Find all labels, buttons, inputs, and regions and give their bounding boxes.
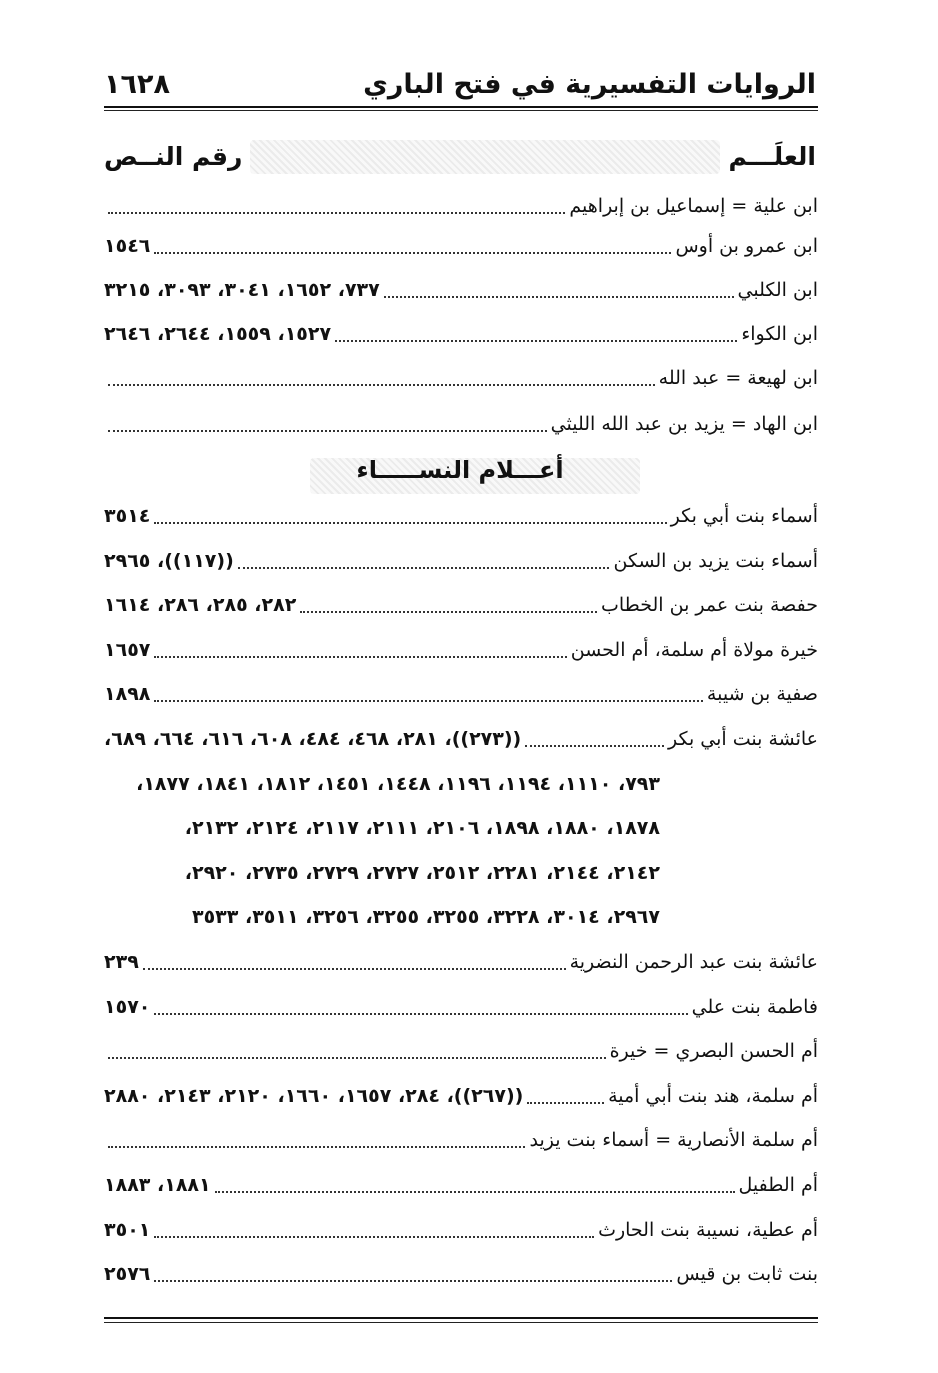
- entry-name: ابن عمرو بن أوس: [675, 235, 818, 257]
- index-entry: [104, 226, 818, 266]
- entry-name: ابن الكلبي: [737, 279, 818, 301]
- index-entry: [104, 541, 818, 581]
- entry-name: ابن الهاد = يزيد بن عبد الله الليثي: [550, 413, 818, 435]
- dot-leader: [154, 678, 703, 702]
- dot-leader: [154, 230, 671, 254]
- index-entry: [104, 674, 818, 714]
- entry-references-continuation: ٢١٤٢، ٢١٤٤، ٢٢٨١، ٢٥١٢، ٢٧٢٧، ٢٧٢٩، ٢٧٣٥، ٢٩٢٠،: [184, 862, 660, 884]
- index-entry: [104, 585, 818, 625]
- dot-leader: [143, 946, 566, 970]
- entry-references-continuation: ١٨٧٨، ١٨٨٠، ١٨٩٨، ٢١٠٦، ٢١١١، ٢١١٧، ٢١٢٤، ٢١٣٢،: [184, 817, 660, 839]
- header-rule-thin: [104, 110, 818, 111]
- dot-leader: [154, 500, 666, 524]
- index-entry: [104, 1165, 818, 1205]
- column-headers: [104, 136, 816, 176]
- entry-references: ١٦٥٧: [104, 639, 151, 661]
- entry-name: حفصة بنت عمر بن الخطاب: [600, 594, 818, 616]
- entry-name: أم عطية، نسيبة بنت الحارث: [598, 1219, 818, 1241]
- dot-leader: [527, 1080, 604, 1104]
- index-entry: [104, 1254, 818, 1294]
- index-entry: [104, 186, 818, 226]
- entry-name: ابن الكواء: [741, 323, 818, 345]
- entry-name: أسماء بنت أبي بكر: [670, 505, 818, 527]
- dot-leader: [108, 1035, 606, 1059]
- entry-name: أم الطفيل: [738, 1174, 818, 1196]
- entry-references: ١٨٩٨: [104, 683, 151, 705]
- entry-name: صفية بن شيبة: [706, 683, 818, 705]
- entry-references: ((٢٧٣))، ٢٨١، ٤٦٨، ٤٨٤، ٦٠٨، ٦١٦، ٦٦٤، ٦٨٩،: [104, 728, 522, 750]
- index-entry: [104, 719, 818, 759]
- refs-column-label: رقم النــص: [104, 141, 243, 171]
- entry-references: ((١١٧))، ٢٩٦٥: [104, 550, 234, 572]
- index-entry: [104, 270, 818, 310]
- dot-leader: [335, 318, 737, 342]
- dot-leader: [525, 723, 664, 747]
- name-column-label: العلَـــم: [728, 141, 816, 171]
- index-entry: [104, 1031, 818, 1071]
- entry-references-continuation: ٧٩٣، ١١١٠، ١١٩٤، ١١٩٦، ١٤٤٨، ١٤٥١، ١٨١٢، ١٨٤١، ١٨٧٧،: [136, 773, 660, 795]
- index-entry: [104, 630, 818, 670]
- entry-references: ٣٥٠١: [104, 1219, 151, 1241]
- dot-leader: [154, 1214, 594, 1238]
- running-title: الروايات التفسيرية في فتح الباري: [363, 68, 816, 100]
- entry-name: أسماء بنت يزيد بن السكن: [613, 550, 818, 572]
- index-entry: [104, 314, 818, 354]
- entry-name: أم الحسن البصري = خيرة: [609, 1040, 818, 1062]
- entry-references: ٢٥٧٦: [104, 1263, 151, 1285]
- dot-leader: [108, 1124, 525, 1148]
- entry-name: بنت ثابت بن قيس: [676, 1263, 818, 1285]
- dot-leader: [215, 1169, 735, 1193]
- dot-leader: [300, 589, 597, 613]
- entry-references: ١٥٢٧، ١٥٥٩، ٢٦٤٤، ٢٦٤٦: [104, 323, 332, 345]
- footer-rule-thin: [104, 1322, 818, 1323]
- dot-leader: [108, 362, 655, 386]
- dot-leader: [154, 1258, 672, 1282]
- index-entry: [104, 1210, 818, 1250]
- index-entry: [104, 1076, 818, 1116]
- entry-references: ٢٣٩: [104, 951, 139, 973]
- entry-name: ابن علية = إسماعيل بن إبراهيم: [569, 195, 818, 217]
- section-title: أعـــلام النســـــاء: [356, 456, 564, 484]
- header-rule: [104, 106, 818, 108]
- entry-name: ابن لهيعة = عبد الله: [658, 367, 818, 389]
- dot-leader: [384, 274, 734, 298]
- page-number: ١٦٢٨: [104, 68, 170, 100]
- index-entry: [104, 942, 818, 982]
- index-entry: [104, 987, 818, 1027]
- dot-leader: [238, 545, 610, 569]
- entry-references: ((٢٦٧))، ٢٨٤، ١٦٥٧، ١٦٦٠، ٢١٢٠، ٢١٤٣، ٢٨٨٠: [104, 1085, 524, 1107]
- entry-references: ١٥٧٠: [104, 996, 151, 1018]
- entry-references: ٧٣٧، ١٦٥٢، ٣٠٤١، ٣٠٩٣، ٣٢١٥: [104, 279, 380, 301]
- index-entry: [104, 404, 818, 444]
- dot-leader: [108, 408, 547, 432]
- entry-name: أم سلمة، هند بنت أبي أمية: [608, 1085, 818, 1107]
- entry-references: ٢٨٢، ٢٨٥، ٢٨٦، ١٦١٤: [104, 594, 297, 616]
- dot-leader: [154, 634, 566, 658]
- entry-name: عائشة بنت أبي بكر: [667, 728, 818, 750]
- entry-name: عائشة بنت عبد الرحمن النضرية: [569, 951, 818, 973]
- entry-references-continuation: ٢٩٦٧، ٣٠١٤، ٣٢٢٨، ٣٢٥٥، ٣٢٥٥، ٣٢٥٦، ٣٥١١، ٣٥٣٣: [191, 906, 660, 928]
- entry-references: ٣٥١٤: [104, 505, 151, 527]
- entry-name: خيرة مولاة أم سلمة، أم الحسن: [570, 639, 818, 661]
- dot-leader: [108, 190, 565, 214]
- dot-leader: [154, 991, 687, 1015]
- footer-rule: [104, 1317, 818, 1319]
- index-entry: [104, 496, 818, 536]
- entry-name: فاطمة بنت علي: [691, 996, 818, 1018]
- entry-name: أم سلمة الأنصارية = أسماء بنت يزيد: [529, 1129, 818, 1151]
- index-entry: [104, 358, 818, 398]
- index-entry: [104, 1120, 818, 1160]
- entry-references: ١٥٤٦: [104, 235, 151, 257]
- running-header: [104, 62, 816, 106]
- entry-references: ١٨٨١، ١٨٨٣: [104, 1174, 211, 1196]
